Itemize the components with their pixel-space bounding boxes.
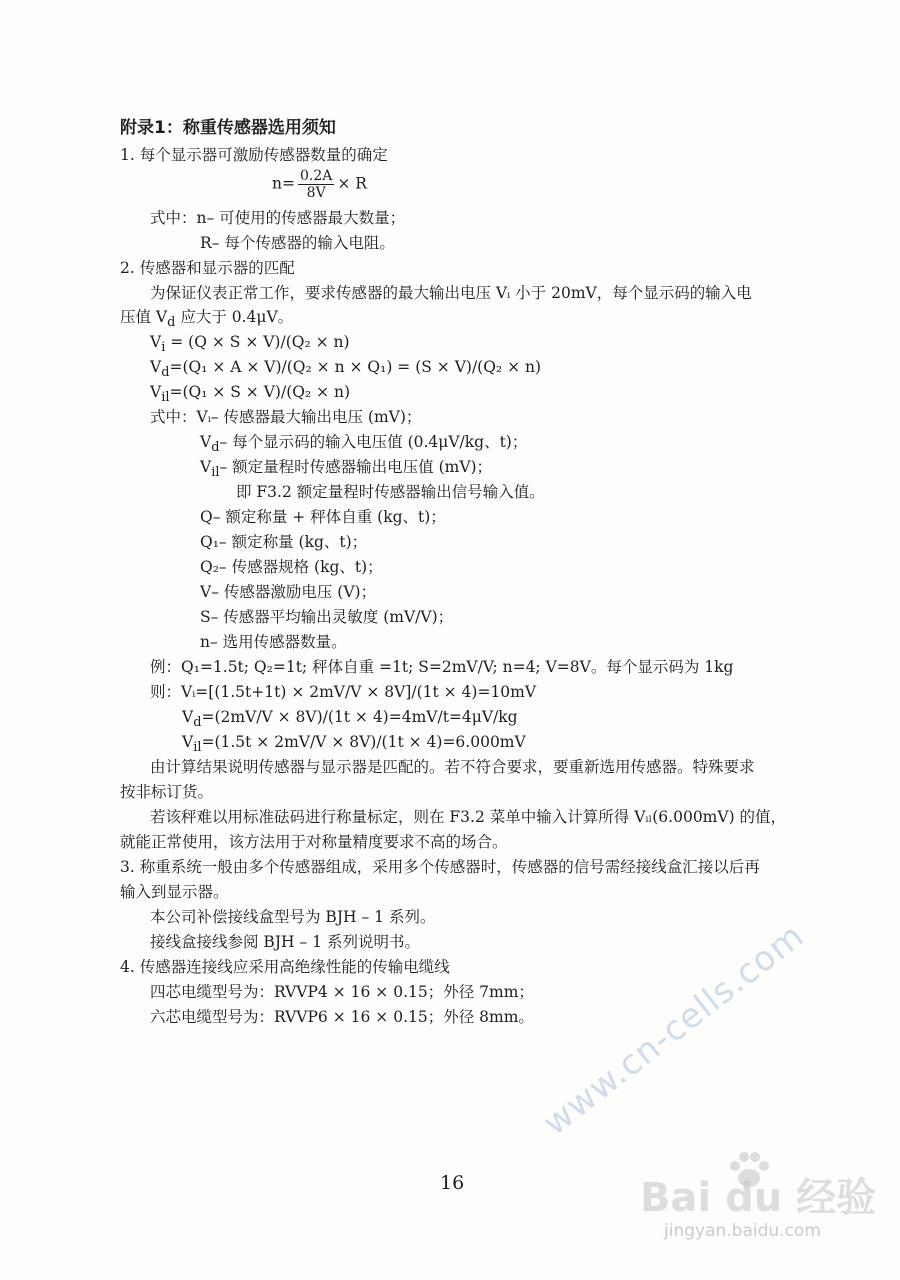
subscript: d [193, 715, 202, 731]
subscript: il [193, 740, 202, 756]
subscript: il [161, 390, 170, 406]
where-q2: Q₂– 传感器规格 (kg、t)； [200, 558, 383, 576]
text-span: = (Q × S × V)/(Q₂ × n) [165, 333, 350, 351]
example-line: 例：Q₁=1.5t; Q₂=1t; 秤体自重 =1t; S=2mV/V; n=4; V=8V。每个显示码为 1kg [150, 658, 734, 676]
subscript: d [161, 365, 170, 381]
text-span: V [182, 708, 194, 726]
section-3-line1: 3. 称重系统一般由多个传感器组成，采用多个传感器时，传感器的信号需经接线盒汇接以后再 [120, 858, 760, 876]
text-span: – 额定量程时传感器输出电压值 (mV)； [219, 458, 493, 476]
where-vd [200, 432, 527, 458]
section-3-line2: 输入到显示器。 [120, 883, 229, 901]
formula-n-right: × R [337, 174, 367, 193]
where-vil [200, 457, 492, 483]
text-span: V [150, 358, 162, 376]
text-span: V [182, 733, 194, 751]
where-q1: Q₁– 额定称量 (kg、t)； [200, 533, 368, 551]
watermark-url: jingyan.baidu.com [664, 1221, 821, 1241]
formula-n-denominator: 8V [306, 185, 326, 201]
text-span: 压值 V [120, 308, 168, 326]
text-span: =(Q₁ × A × V)/(Q₂ × n × Q₁) = (S × V)/(Q₂ × n) [169, 358, 542, 376]
text-span: =(1.5t × 2mV/V × 8V)/(1t × 4)=6.000mV [201, 733, 526, 751]
where-vil-note: 即 F3.2 额定量程时传感器输出信号输入值。 [236, 483, 545, 501]
watermark-logo: Bai du 经验 [640, 1175, 877, 1221]
text-span: V [200, 458, 212, 476]
conclusion-line1: 由计算结果说明传感器与显示器是匹配的。若不符合要求，要重新选用传感器。特殊要求 [150, 758, 755, 776]
text-span: – 每个显示码的输入电压值 (0.4μV/kg、t)； [219, 433, 528, 451]
text-span: V [150, 383, 162, 401]
section-1-heading: 1. 每个显示器可激励传感器数量的确定 [120, 146, 388, 164]
subscript: i [161, 340, 166, 356]
formula-vi [150, 332, 350, 358]
where-v: V– 传感器激励电压 (V)； [200, 583, 377, 601]
calibration-line1: 若该秤难以用标准砝码进行称量标定，则在 F3.2 菜单中输入计算所得 Vᵢₗ(6.000mV) 的值， [150, 808, 787, 826]
formula-n-left: n= [272, 174, 295, 193]
text-span: =(2mV/V × 8V)/(1t × 4)=4mV/t=4μV/kg [201, 708, 518, 726]
section-2-paragraph-line2 [120, 307, 293, 333]
section-2-heading: 2. 传感器和显示器的匹配 [120, 259, 295, 277]
where-s: S– 传感器平均输出灵敏度 (mV/V)； [200, 608, 454, 626]
section-3-line3: 本公司补偿接线盒型号为 BJH – 1 系列。 [150, 908, 436, 926]
text-span: V [150, 333, 162, 351]
where-vi: 式中：Vᵢ– 传感器最大输出电压 (mV)； [150, 408, 422, 426]
formula-n [272, 168, 367, 201]
section-4-heading: 4. 传感器连接线应采用高绝缘性能的传输电缆线 [120, 958, 450, 976]
result-vil [182, 732, 526, 758]
where-n: n– 选用传感器数量。 [200, 633, 347, 651]
text-span: V [200, 433, 212, 451]
appendix-title: 附录1：称重传感器选用须知 [120, 118, 336, 138]
formula-vil [150, 382, 350, 408]
formula-n-fraction [298, 168, 334, 201]
watermark-diagonal: www.cn-cells.com [535, 915, 812, 1144]
page-number: 16 [440, 1172, 465, 1194]
subscript: d [211, 440, 220, 456]
result-vd [182, 707, 518, 733]
section-1-where-n: 式中：n– 可使用的传感器最大数量； [150, 209, 406, 227]
section-4-six-core: 六芯电缆型号为：RVVP6 × 16 × 0.15；外径 8mm。 [150, 1008, 534, 1026]
formula-vd [150, 357, 541, 383]
result-vi: 则：Vᵢ=[(1.5t+1t) × 2mV/V × 8V]/(1t × 4)=10mV [150, 683, 537, 701]
calibration-line2: 就能正常使用，该方法用于对称量精度要求不高的场合。 [120, 833, 508, 851]
formula-n-numerator: 0.2A [299, 168, 333, 184]
text-span: =(Q₁ × S × V)/(Q₂ × n) [169, 383, 351, 401]
section-3-line4: 接线盒接线参阅 BJH – 1 系列说明书。 [150, 933, 420, 951]
subscript: il [211, 465, 220, 481]
where-q: Q– 额定称量 + 秤体自重 (kg、t)； [200, 508, 446, 526]
conclusion-line2: 按非标订货。 [120, 783, 214, 801]
subscript: d [167, 315, 176, 331]
text-span: 应大于 0.4μV。 [175, 308, 294, 326]
section-2-paragraph-line1: 为保证仪表正常工作，要求传感器的最大输出电压 Vᵢ 小于 20mV，每个显示码的输入电 [150, 284, 752, 302]
section-1-where-r: R– 每个传感器的输入电阻。 [200, 234, 395, 252]
section-4-four-core: 四芯电缆型号为：RVVP4 × 16 × 0.15；外径 7mm； [150, 983, 534, 1001]
